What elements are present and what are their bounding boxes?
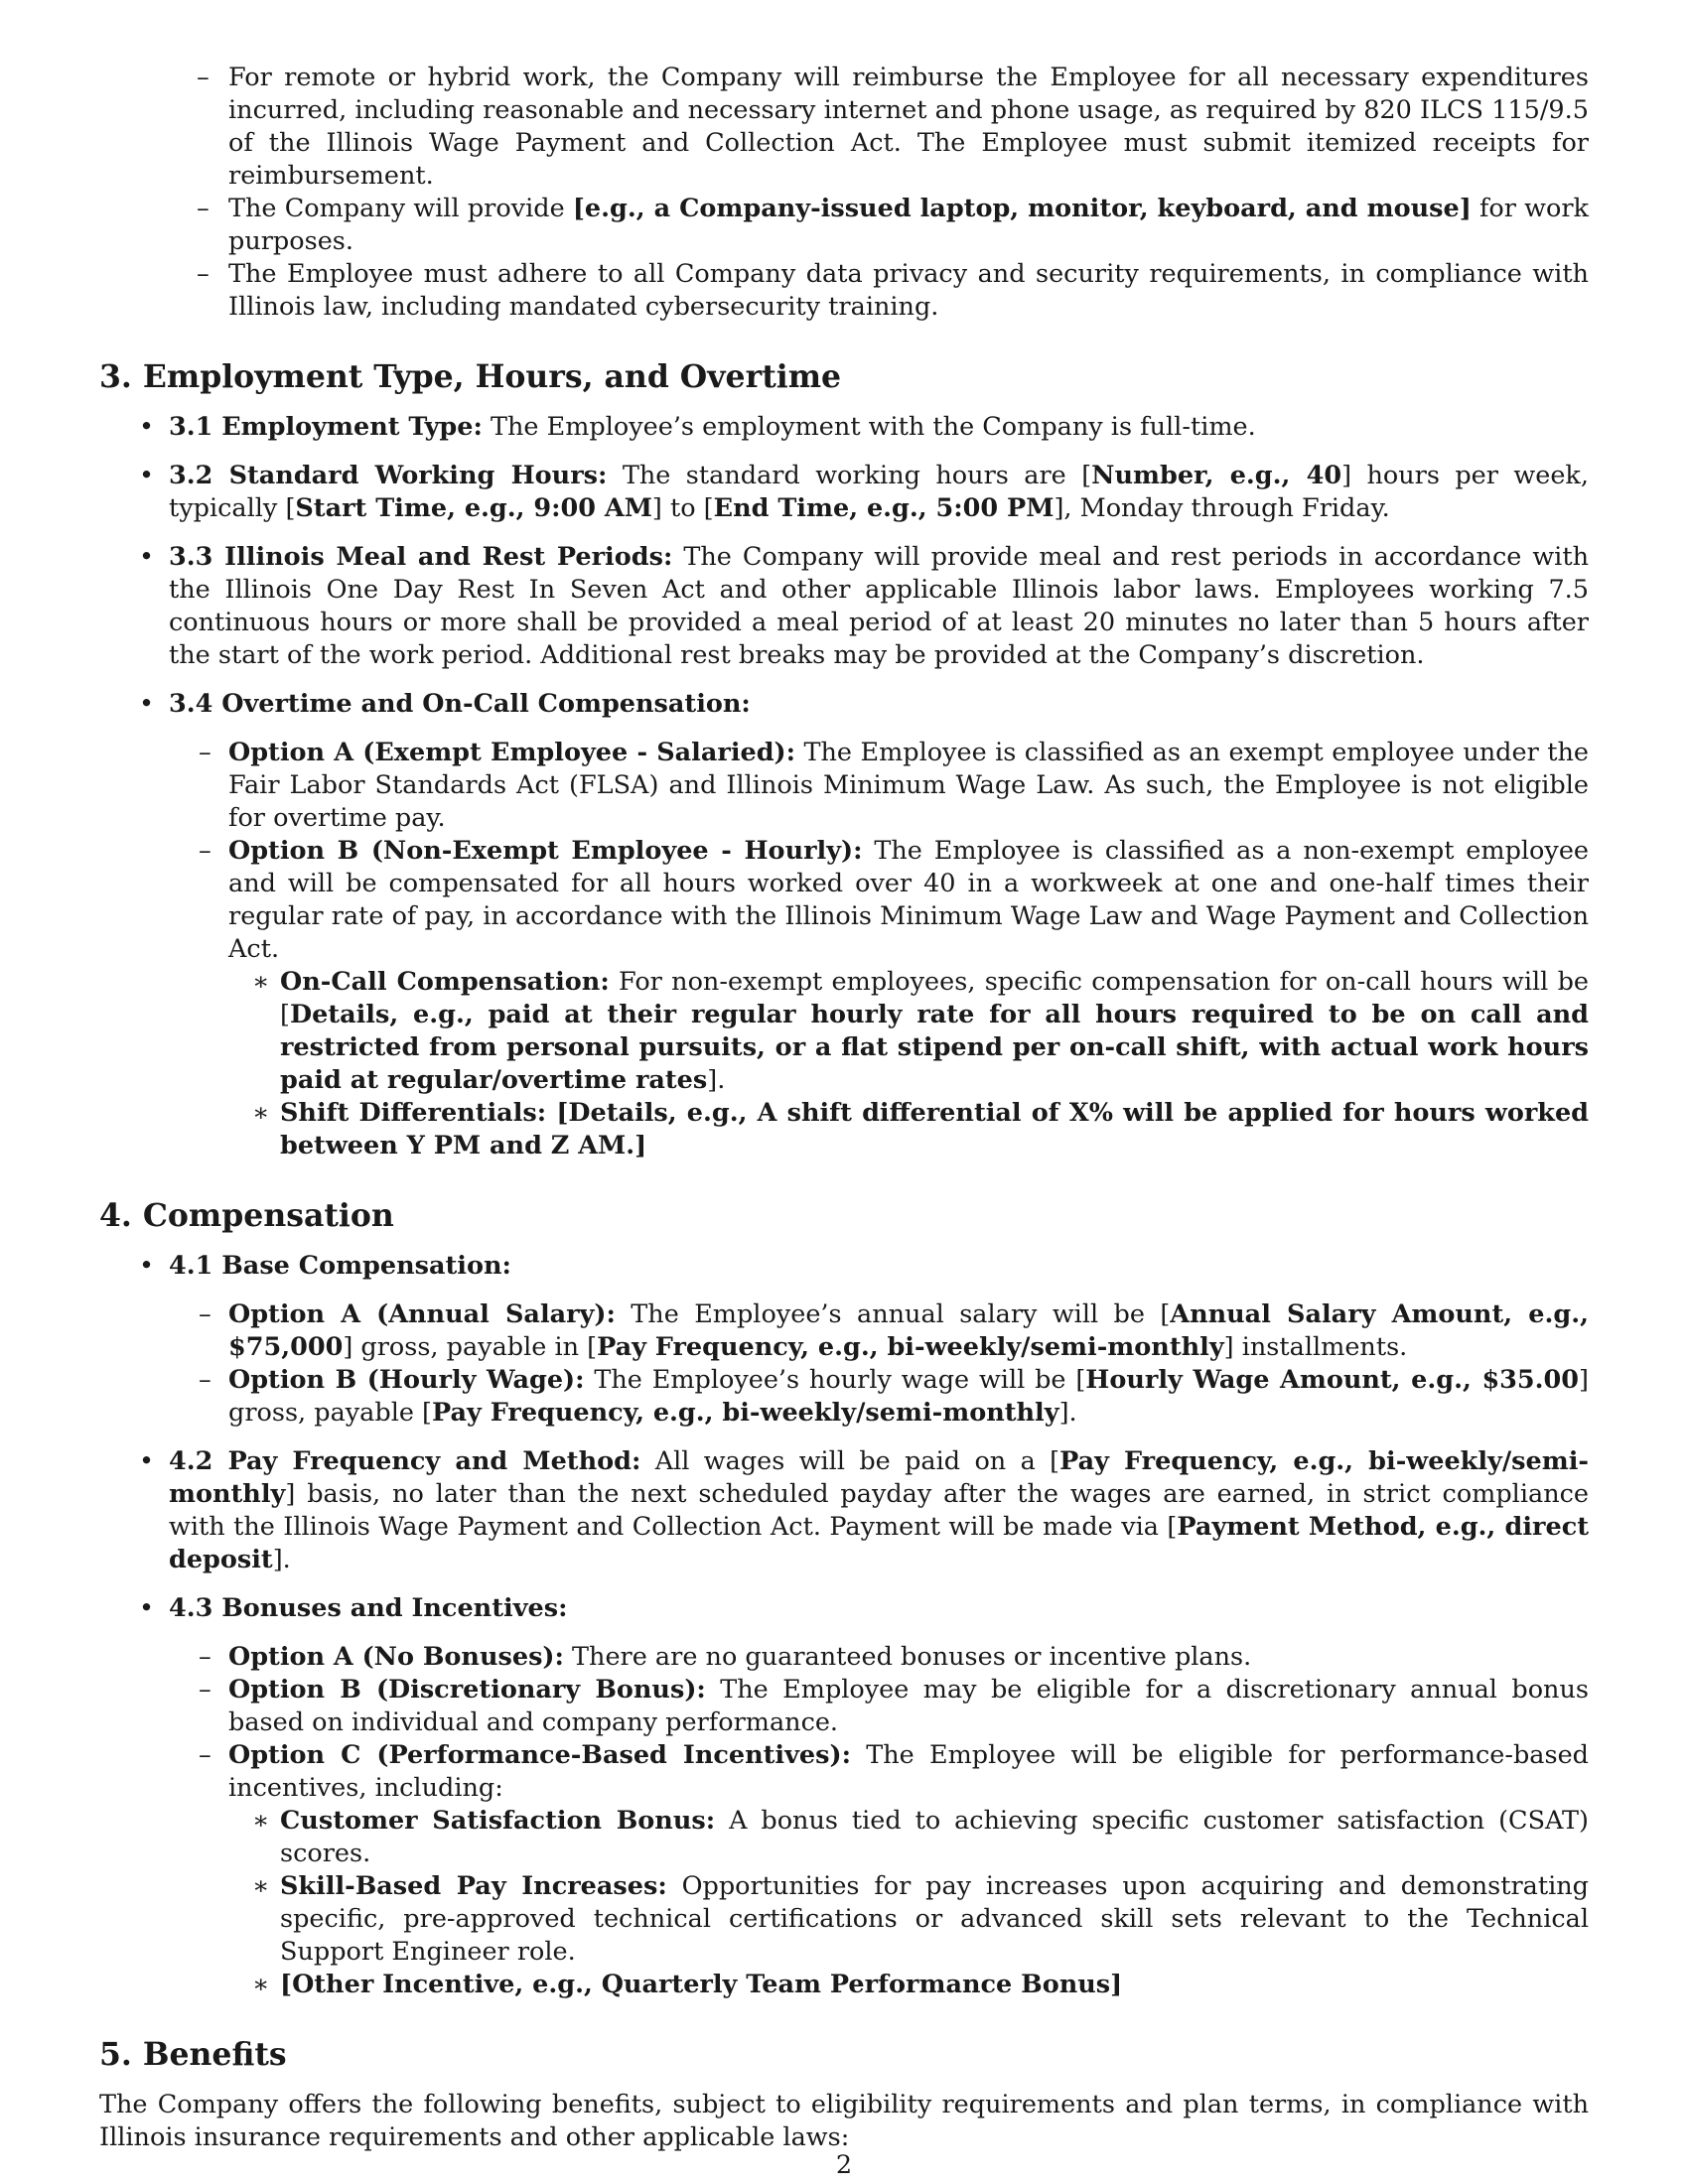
bullet-list-item <box>99 541 1589 672</box>
sub-list-item <box>169 1641 1589 1674</box>
bold-text: Option A (No Bonuses): <box>228 1642 564 1672</box>
text-run: ] installments. <box>1223 1332 1408 1362</box>
sub-list <box>169 1298 1589 1430</box>
bold-text: Option B (Discretionary Bonus): <box>228 1675 706 1705</box>
text-run: The Employee must adhere to all Company data privacy and security requirements, in compliance with Illinois law, including mandated cybersecurity training. <box>228 259 1589 322</box>
section-3-list <box>99 411 1589 1162</box>
bold-text: Option B (Non-Exempt Employee - Hourly): <box>228 836 863 866</box>
bold-text: [e.g., a Company-issued laptop, monitor, keyboard, and mouse] <box>572 194 1472 223</box>
dash-list-item <box>99 193 1589 258</box>
text-run: ]. <box>707 1065 726 1095</box>
bold-text: 3.1 Employment Type: <box>169 412 483 442</box>
bullet-list-item <box>99 460 1589 525</box>
subsub-list-item <box>228 1805 1589 1870</box>
section-5-heading: 5. Benefits <box>99 2036 287 2073</box>
text-run: ] to [ <box>651 493 714 523</box>
text-run: The Employee may be eligible for a discretionary annual bonus based on individual and company performance. <box>228 1675 1589 1737</box>
dash-list-item <box>99 62 1589 193</box>
section-5-paragraph: The Company offers the following benefits, subject to eligibility requirements and plan terms, in compliance with Illinois insurance requirements and other applicable laws: <box>99 2090 1589 2152</box>
bold-text: Option A (Annual Salary): <box>228 1299 616 1329</box>
subsub-list <box>228 1805 1589 2001</box>
bold-text: Details, e.g., paid at their regular hourly rate for all hours required to be on call and restricted from personal pursuits, or a flat stipend per on-call shift, with actual work hours paid at regular/overtime rates <box>280 1000 1589 1095</box>
bold-text: [Other Incentive, e.g., Quarterly Team Performance Bonus] <box>280 1970 1123 1999</box>
text-run: A bonus tied to achieving specific customer satisfaction (CSAT) scores. <box>280 1806 1590 1868</box>
bullet-list-item <box>99 1445 1589 1576</box>
bold-text: Customer Satisfaction Bonus: <box>280 1806 716 1836</box>
bold-text: End Time, e.g., 5:00 PM <box>713 493 1055 523</box>
page-number: 2 <box>835 2150 853 2180</box>
section-4-list <box>99 1250 1589 2001</box>
bold-text: 3.4 Overtime and On-Call Compensation: <box>169 689 751 719</box>
bold-text: Option A (Exempt Employee - Salaried): <box>228 738 796 767</box>
bullet-list-item <box>99 411 1589 444</box>
bold-text: 3.3 Illinois Meal and Rest Periods: <box>169 542 673 572</box>
text-run: The Employee is classified as an exempt employee under the Fair Labor Standards Act (FLSA) and Illinois Minimum Wage Law. As such, the Employee is not eligible for overtime pay. <box>228 738 1589 833</box>
text-run: The Employee’s hourly wage will be [ <box>584 1365 1086 1395</box>
section-3-heading: 3. Employment Type, Hours, and Overtime <box>99 358 842 395</box>
document-page <box>99 62 1589 2154</box>
bold-text: 4.1 Base Compensation: <box>169 1251 511 1281</box>
subsub-list-item <box>228 1097 1589 1162</box>
sub-list-item <box>169 1674 1589 1739</box>
bold-text: 4.3 Bonuses and Incentives: <box>169 1593 568 1623</box>
text-run: All wages will be paid on a [ <box>640 1446 1060 1476</box>
bold-text: Pay Frequency, e.g., bi-weekly/semi-monthly <box>597 1332 1224 1362</box>
text-run: The Employee is classified as a non-exempt employee and will be compensated for all hours worked over 40 in a workweek at one and one-half times their regular rate of pay, in accordance with the Illinois Minimum Wage Law and Wage Payment and Collection Act. <box>228 836 1589 964</box>
text-run: ]. <box>1058 1398 1077 1428</box>
sub-list-item <box>169 1739 1589 2001</box>
subsub-list-item <box>228 1870 1589 1969</box>
text-run: ] gross, payable in [ <box>343 1332 598 1362</box>
bold-text: Start Time, e.g., 9:00 AM <box>295 493 652 523</box>
bold-text: Payment Method, e.g., direct deposit <box>169 1512 1589 1574</box>
bold-text: 3.2 Standard Working Hours: <box>169 461 608 490</box>
subsub-list-item <box>228 1969 1589 2001</box>
text-run: Opportunities for pay increases upon acquiring and demonstrating specific, pre-approved technical certifications or advanced skill sets relevant to the Technical Support Engineer role. <box>280 1871 1589 1967</box>
text-run: ]. <box>272 1545 291 1574</box>
sub-list <box>169 1641 1589 2001</box>
bold-text: Number, e.g., 40 <box>1091 461 1342 490</box>
subsub-list <box>228 966 1589 1162</box>
text-run: For remote or hybrid work, the Company will reimburse the Employee for all necessary expenditures incurred, including reasonable and necessary internet and phone usage, as required by 820 ILCS 115/9.5 of the Illinois Wage Payment and Collection Act. The Employee must submit itemized receipts for reimbursement. <box>228 63 1589 191</box>
sub-list-item <box>169 1298 1589 1364</box>
bold-text: Option C (Performance-Based Incentives): <box>228 1740 851 1770</box>
text-run: The Employee will be eligible for performance-based incentives, including: <box>228 1740 1589 1803</box>
text-run: ], Monday through Friday. <box>1054 493 1390 523</box>
bold-text: Hourly Wage Amount, e.g., $35.00 <box>1085 1365 1580 1395</box>
sub-list <box>169 737 1589 1162</box>
text-run: The standard working hours are [ <box>607 461 1092 490</box>
text-run: for work purposes. <box>228 194 1589 256</box>
sub-list-item <box>169 835 1589 1162</box>
dash-list-item <box>99 258 1589 324</box>
text-run: The Employee’s annual salary will be [ <box>615 1299 1171 1329</box>
text-run: ] hours per week, typically [ <box>169 461 1589 523</box>
bullet-list-item <box>99 688 1589 1162</box>
bold-text: On-Call Compensation: <box>280 967 610 997</box>
bullet-list-item <box>99 1592 1589 2001</box>
section-4-heading: 4. Compensation <box>99 1197 394 1234</box>
sub-list-item <box>169 737 1589 835</box>
text-run: The Company will provide <box>228 194 573 223</box>
subsub-list-item <box>228 966 1589 1097</box>
text-run: The Employee’s employment with the Company is full-time. <box>482 412 1256 442</box>
bold-text: 4.2 Pay Frequency and Method: <box>169 1446 641 1476</box>
bold-text: Pay Frequency, e.g., bi-weekly/semi-monthly <box>169 1446 1589 1509</box>
text-run: ] basis, no later than the next scheduled payday after the wages are earned, in strict compliance with the Illinois Wage Payment and Collection Act. Payment will be made via [ <box>169 1479 1589 1542</box>
top-dash-list <box>99 62 1589 324</box>
text-run: There are no guaranteed bonuses or incentive plans. <box>563 1642 1252 1672</box>
text-run: The Company will provide meal and rest periods in accordance with the Illinois One Day Rest In Seven Act and other applicable Illinois labor laws. Employees working 7.5 continuous hours or more shall be provided a meal period of at least 20 minutes no later than 5 hours after the start of the work period. Additional rest breaks may be provided at the Company’s discretion. <box>169 542 1589 670</box>
bullet-list-item <box>99 1250 1589 1430</box>
text-run: ] gross, payable [ <box>228 1365 1589 1428</box>
bold-text: Option B (Hourly Wage): <box>228 1365 585 1395</box>
bold-text: Annual Salary Amount, e.g., $75,000 <box>228 1299 1589 1362</box>
bold-text: Skill-Based Pay Increases: <box>280 1871 667 1901</box>
bold-text: Shift Differentials: [Details, e.g., A shift differential of X% will be applied for hours worked between Y PM and Z AM.] <box>280 1098 1589 1160</box>
text-run: For non-exempt employees, specific compensation for on-call hours will be [ <box>280 967 1590 1029</box>
bold-text: Pay Frequency, e.g., bi-weekly/semi-monthly <box>432 1398 1059 1428</box>
sub-list-item <box>169 1364 1589 1430</box>
